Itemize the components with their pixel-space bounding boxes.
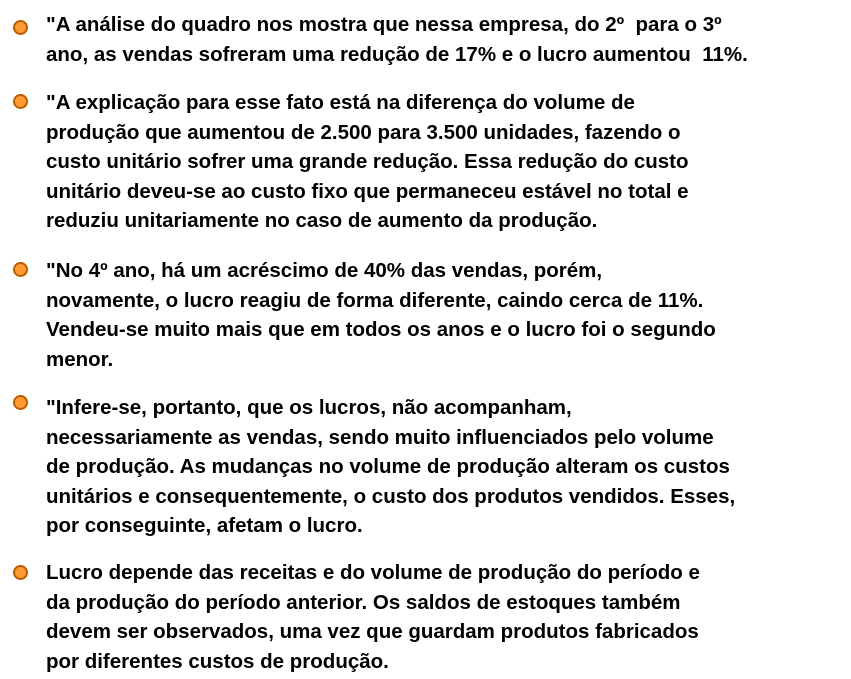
bullet-text-5 bbox=[46, 558, 846, 676]
text-line: devem ser observados, uma vez que guardam produtos fabricados bbox=[46, 620, 699, 643]
text-line: de produção. As mudanças no volume de produção alteram os custos bbox=[46, 455, 730, 478]
text-line: "A análise do quadro nos mostra que nessa empresa, do 2º para o 3º bbox=[46, 13, 722, 36]
text-line: Vendeu-se muito mais que em todos os anos e o lucro foi o segundo bbox=[46, 318, 716, 341]
text-line: por conseguinte, afetam o lucro. bbox=[46, 514, 363, 537]
text-line: da produção do período anterior. Os saldos de estoques também bbox=[46, 590, 681, 614]
text-line: "No 4º ano, há um acréscimo de 40% das vendas, porém, bbox=[46, 259, 603, 282]
text-line: custo unitário sofrer uma grande redução. Essa redução do custo bbox=[46, 150, 689, 173]
text-line: "A explicação para esse fato está na diferença do volume de bbox=[46, 91, 635, 114]
text-line: "Infere-se, portanto, que os lucros, não acompanham, bbox=[46, 396, 572, 419]
bullet-text-4 bbox=[46, 393, 846, 541]
orange-circle-bullet-icon bbox=[13, 262, 28, 277]
orange-circle-bullet-icon bbox=[13, 94, 28, 109]
text-line: ano, as vendas sofreram uma redução de 17% e o lucro aumentou 11%. bbox=[46, 42, 748, 66]
text-line: reduziu unitariamente no caso de aumento da produção. bbox=[46, 209, 598, 232]
orange-circle-bullet-icon bbox=[13, 20, 28, 35]
bullet-text-3 bbox=[46, 256, 846, 374]
text-line: novamente, o lucro reagiu de forma diferente, caindo cerca de 11%. bbox=[46, 288, 704, 312]
text-line: Lucro depende das receitas e do volume de produção do período e bbox=[46, 561, 700, 584]
text-line: necessariamente as vendas, sendo muito influenciados pelo volume bbox=[46, 425, 714, 449]
text-line: por diferentes custos de produção. bbox=[46, 649, 389, 673]
bullet-text-2 bbox=[46, 88, 846, 236]
text-line: menor. bbox=[46, 347, 114, 371]
bullet-text-1 bbox=[46, 10, 846, 69]
text-line: unitários e consequentemente, o custo dos produtos vendidos. Esses, bbox=[46, 484, 736, 508]
orange-circle-bullet-icon bbox=[13, 395, 28, 410]
orange-circle-bullet-icon bbox=[13, 565, 28, 580]
text-line: unitário deveu-se ao custo fixo que permaneceu estável no total e bbox=[46, 179, 689, 203]
text-line: produção que aumentou de 2.500 para 3.500 unidades, fazendo o bbox=[46, 120, 681, 144]
